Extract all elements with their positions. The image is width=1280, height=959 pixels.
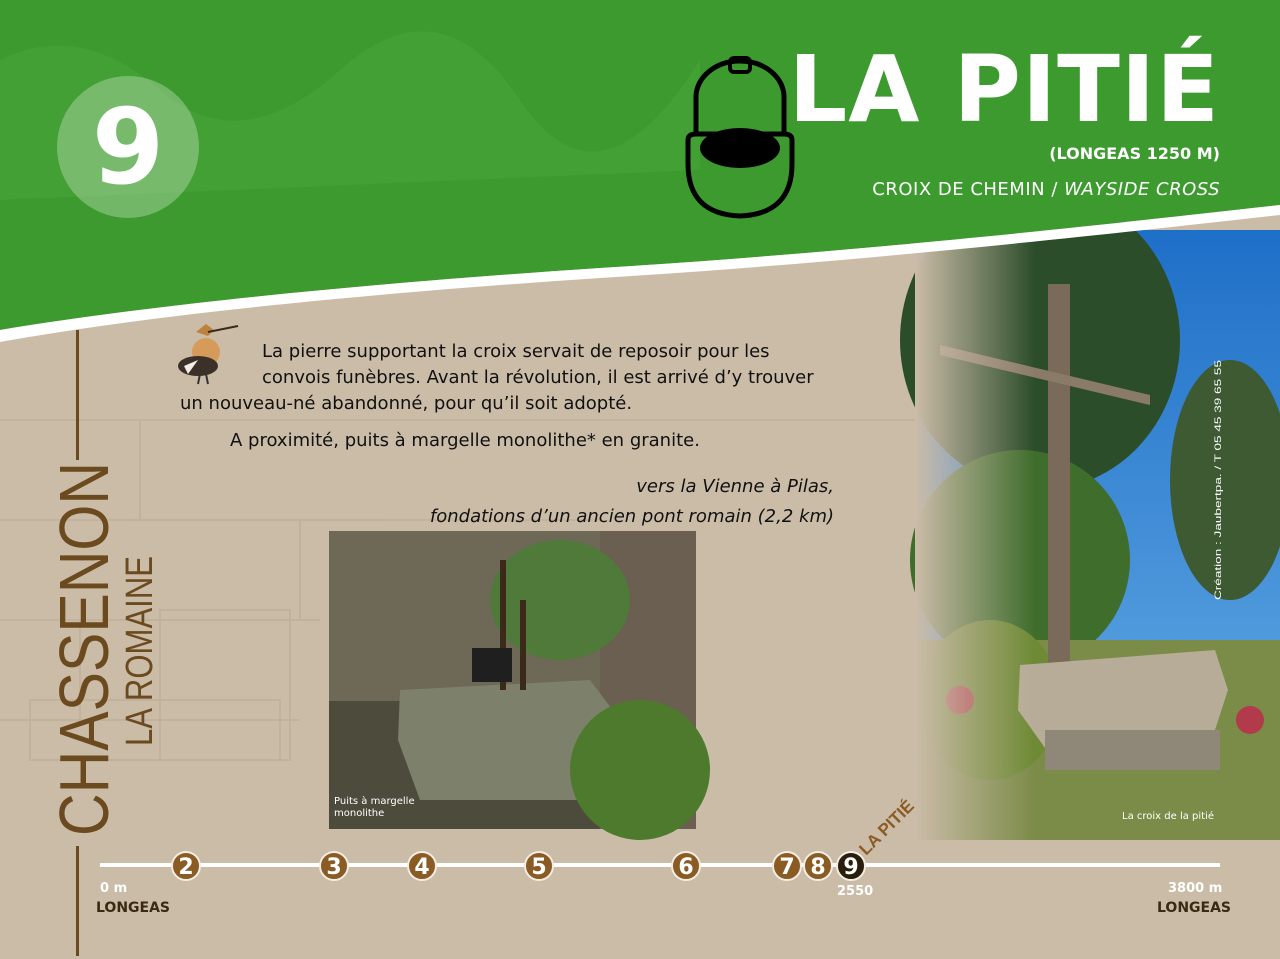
trail-current-distance: 2550: [837, 884, 874, 899]
trail-stop-3[interactable]: 3: [319, 851, 349, 881]
town-name-vertical: [45, 392, 123, 836]
town-subtitle-vertical: [114, 513, 161, 746]
category-label: [872, 179, 1220, 200]
trail-stop-2[interactable]: 2: [171, 851, 201, 881]
page-title: LA PITIÉ: [788, 36, 1220, 143]
step-number-badge: 9: [57, 76, 199, 218]
trail-stop-8[interactable]: 8: [803, 851, 833, 881]
page-subtitle: (LONGEAS 1250 M): [1049, 144, 1220, 163]
trail-stop-5[interactable]: 5: [524, 851, 554, 881]
town-name: CHASSENON: [45, 392, 123, 836]
trail-start-place: LONGEAS: [96, 900, 171, 916]
trail-end-distance: 3800 m: [1168, 881, 1223, 896]
current-stop-label: [855, 790, 938, 860]
route-line-2: fondations d’un ancien pont romain (2,2 km): [429, 506, 834, 527]
cross-photo-caption: La croix de la pitié: [1122, 811, 1215, 822]
trail-stop-9-current[interactable]: 9: [836, 851, 866, 881]
well-photo-caption: Puits à margelle monolithe: [334, 796, 415, 819]
well-icon: [684, 52, 796, 222]
history-line-1: La pierre supportant la croix servait de reposoir pour les: [262, 341, 770, 362]
town-subtitle: LA ROMAINE: [119, 513, 161, 746]
well-photo: [329, 531, 710, 840]
history-paragraph: [180, 339, 860, 417]
trail-end-place: LONGEAS: [1157, 900, 1232, 916]
trail-stop-7[interactable]: 7: [772, 851, 802, 881]
route-direction: [430, 472, 834, 532]
current-stop-name: LA PITIÉ: [855, 796, 918, 859]
photo-credit: [1210, 350, 1224, 600]
history-line-2: convois funèbres. Avant la révolution, il est arrivé d’y trouver: [262, 367, 814, 388]
route-line-1: vers la Vienne à Pilas,: [636, 476, 834, 497]
trail-stop-6[interactable]: 6: [671, 851, 701, 881]
photo-credit-text: Création : Jaubertpa. / T 05 45 39 65 55: [1213, 440, 1223, 600]
side-title-rule-bottom: [76, 846, 79, 956]
well-paragraph: A proximité, puits à margelle monolithe* en granite.: [230, 430, 700, 451]
trail-stop-4[interactable]: 4: [407, 851, 437, 881]
history-line-3: un nouveau-né abandonné, pour qu’il soit adopté.: [180, 393, 633, 414]
category-en: WAYSIDE CROSS: [1064, 179, 1220, 200]
trail-start-distance: 0 m: [100, 881, 128, 896]
category-fr: CROIX DE CHEMIN /: [872, 179, 1058, 200]
side-title-rule-top: [76, 330, 79, 460]
